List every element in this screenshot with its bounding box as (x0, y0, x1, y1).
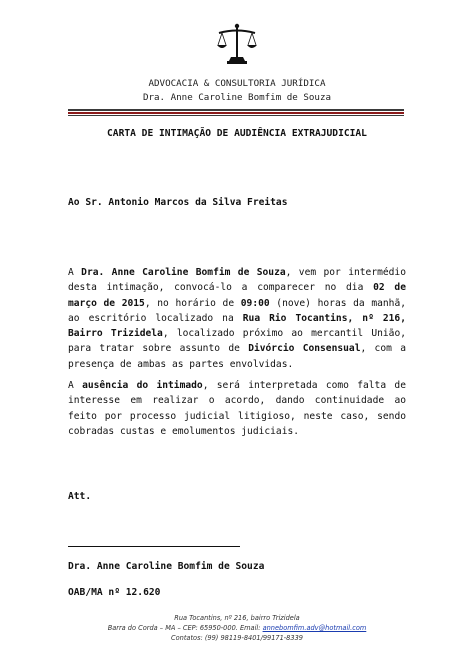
closing-att: Att. (68, 491, 92, 502)
header-rule-dark (68, 109, 404, 111)
footer-contacts: Contatos: (99) 98119-8401/99171-8339 (171, 634, 303, 643)
email-link[interactable]: annebomfim.adv@hotmail.com (262, 624, 367, 633)
footer-address: Rua Tocantins, nº 216, bairro Trizidela (174, 614, 300, 622)
paragraph-absence-warning: A ausência do intimado, será interpretada como falta de interesse em realizar o acordo, dando continuidade ao feito por processo judicial litigioso, neste caso, sendo cobradas custas e emolumentos judiciais. (68, 380, 406, 437)
recipient-line: Ao Sr. Antonio Marcos da Silva Freitas (68, 197, 288, 208)
oab-number: OAB/MA nº 12.620 (68, 587, 161, 598)
lawyer-name-header: Dra. Anne Caroline Bomfim de Souza (142, 92, 332, 103)
signature-name: Dra. Anne Caroline Bomfim de Souza (68, 561, 265, 572)
header-rule-red (68, 112, 404, 114)
document-title: CARTA DE INTIMAÇÃO DE AUDIÊNCIA EXTRAJUDICIAL (107, 128, 367, 139)
header-rule-thin (68, 115, 404, 116)
footer (0, 613, 474, 644)
paragraph-convocation: A Dra. Anne Caroline Bomfim de Souza, vem por intermédio desta intimação, convocá-lo a comparecer no dia 02 de março de 2015, no horário de 09:00 (nove) horas da manhã, ao escritório localizado na Rua Rio Tocantins, nº 216, Bairro Trizidela, localizado próximo ao mercantil União, para tratar sobre assunto de Divórcio Consensual, com a presença de ambas as partes envolvidas. (68, 267, 406, 370)
firm-name: ADVOCACIA & CONSULTORIA JURÍDICA (148, 78, 326, 89)
scales-of-justice-logo (216, 22, 258, 66)
footer-city-email: Barra do Corda – MA – CEP: 65950-000. Email: annebomfim.adv@hotmail.com (107, 624, 367, 633)
signature-line (68, 546, 240, 547)
